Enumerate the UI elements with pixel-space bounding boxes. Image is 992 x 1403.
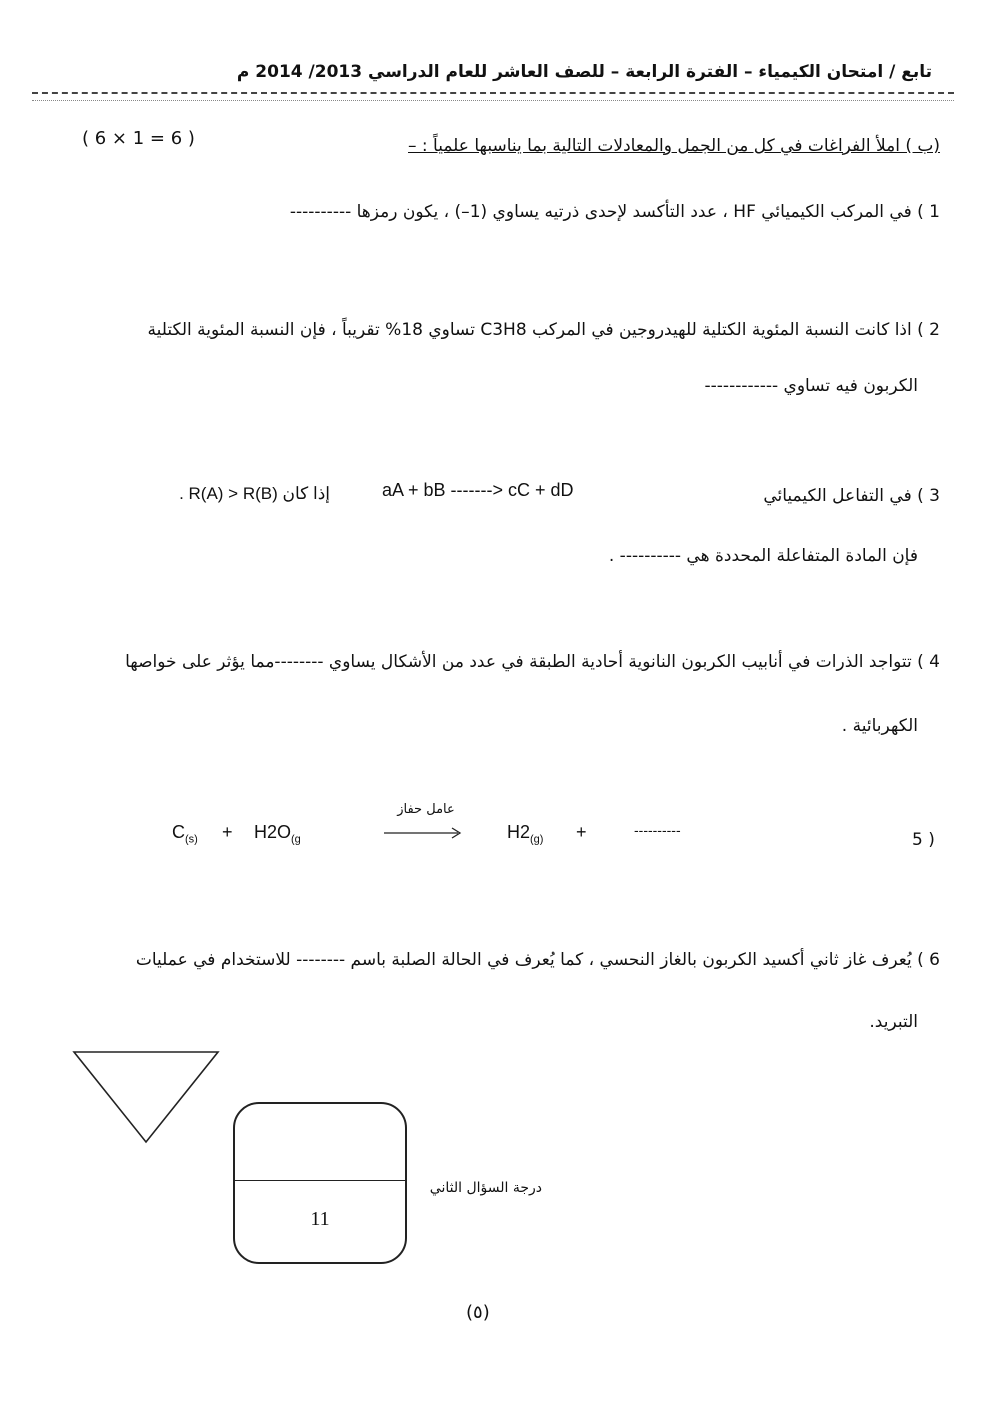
score-value: 11 xyxy=(310,1208,330,1230)
question-4-line1: تتواجد الذرات في أنابيب الكربون النانوية أحادية الطبقة في عدد من الأشكال يساوي --------مما يؤثر على خواصها xyxy=(125,652,912,672)
question-6 xyxy=(60,946,940,974)
question-1 xyxy=(80,198,940,226)
question-5-reactant-2: $H2O_{(g}$ xyxy=(254,822,301,846)
question-5-plus-2: + xyxy=(576,822,587,842)
question-5-product-1: $H2_{(g)}$ xyxy=(507,822,544,846)
question-3-equation: aA + bB -------> cC + dD xyxy=(382,480,574,500)
question-1-number: 1 ) xyxy=(917,202,940,222)
page-number: (٥) xyxy=(466,1302,490,1323)
question-4-line2: الكهربائية . xyxy=(841,716,918,736)
question-4-number: 4 ) xyxy=(917,652,940,672)
question-3-line2: فإن المادة المتفاعلة المحددة هي ---------- . xyxy=(608,546,918,566)
question-6-number: 6 ) xyxy=(917,950,940,970)
question-5-number: 5 ) xyxy=(912,830,935,850)
question-6-line2: التبريد. xyxy=(869,1012,918,1032)
question-1-text: في المركب الكيميائي HF ، عدد التأكسد لإحدى ذرتيه يساوي (1–) ، يكون رمزها ---------- xyxy=(289,202,912,222)
question-5-reactant-1: $C_{(s)}$ xyxy=(172,822,198,846)
section-instruction: (ب ) املأ الفراغات في كل من الجمل والمعادلات التالية بما يناسبها علمياً : – xyxy=(408,136,940,156)
question-2 xyxy=(60,316,940,344)
question-3-prefix: في التفاعل الكيميائي xyxy=(763,486,912,506)
question-2-line2: الكربون فيه تساوي ------------ xyxy=(704,376,918,396)
question-6-line1: يُعرف غاز ثاني أكسيد الكربون بالغاز النحسي ، كما يُعرف في الحالة الصلبة باسم -------- للاستخدام في عمليات xyxy=(135,950,912,970)
question-5-blank: ---------- xyxy=(634,822,681,838)
question-3-number: 3 ) xyxy=(917,486,940,506)
score-box-divider xyxy=(235,1180,405,1181)
score-label: درجة السؤال الثاني xyxy=(429,1180,542,1196)
section-marks: ( 6 × 1 = 6 ) xyxy=(82,128,195,149)
triangle-icon xyxy=(72,1050,220,1144)
question-3-condition: إذا كان R(A) > R(B) . xyxy=(179,484,330,503)
score-box xyxy=(233,1102,407,1264)
question-3 xyxy=(720,482,940,510)
question-4 xyxy=(60,648,940,676)
question-2-line1: اذا كانت النسبة المئوية الكتلية للهيدروجين في المركب C3H8 تساوي 18% تقريباً ، فإن النسبة المئوية الكتلية xyxy=(147,320,912,340)
question-2-number: 2 ) xyxy=(917,320,940,340)
page-header: تابع / امتحان الكيمياء – الفترة الرابعة – للصف العاشر للعام الدراسي 2013/ 2014 م xyxy=(236,62,932,82)
question-5-plus-1: + xyxy=(222,822,233,842)
question-5-catalyst: عامل حفاز xyxy=(397,802,455,817)
reaction-arrow-icon xyxy=(382,826,466,840)
header-divider xyxy=(32,92,954,101)
